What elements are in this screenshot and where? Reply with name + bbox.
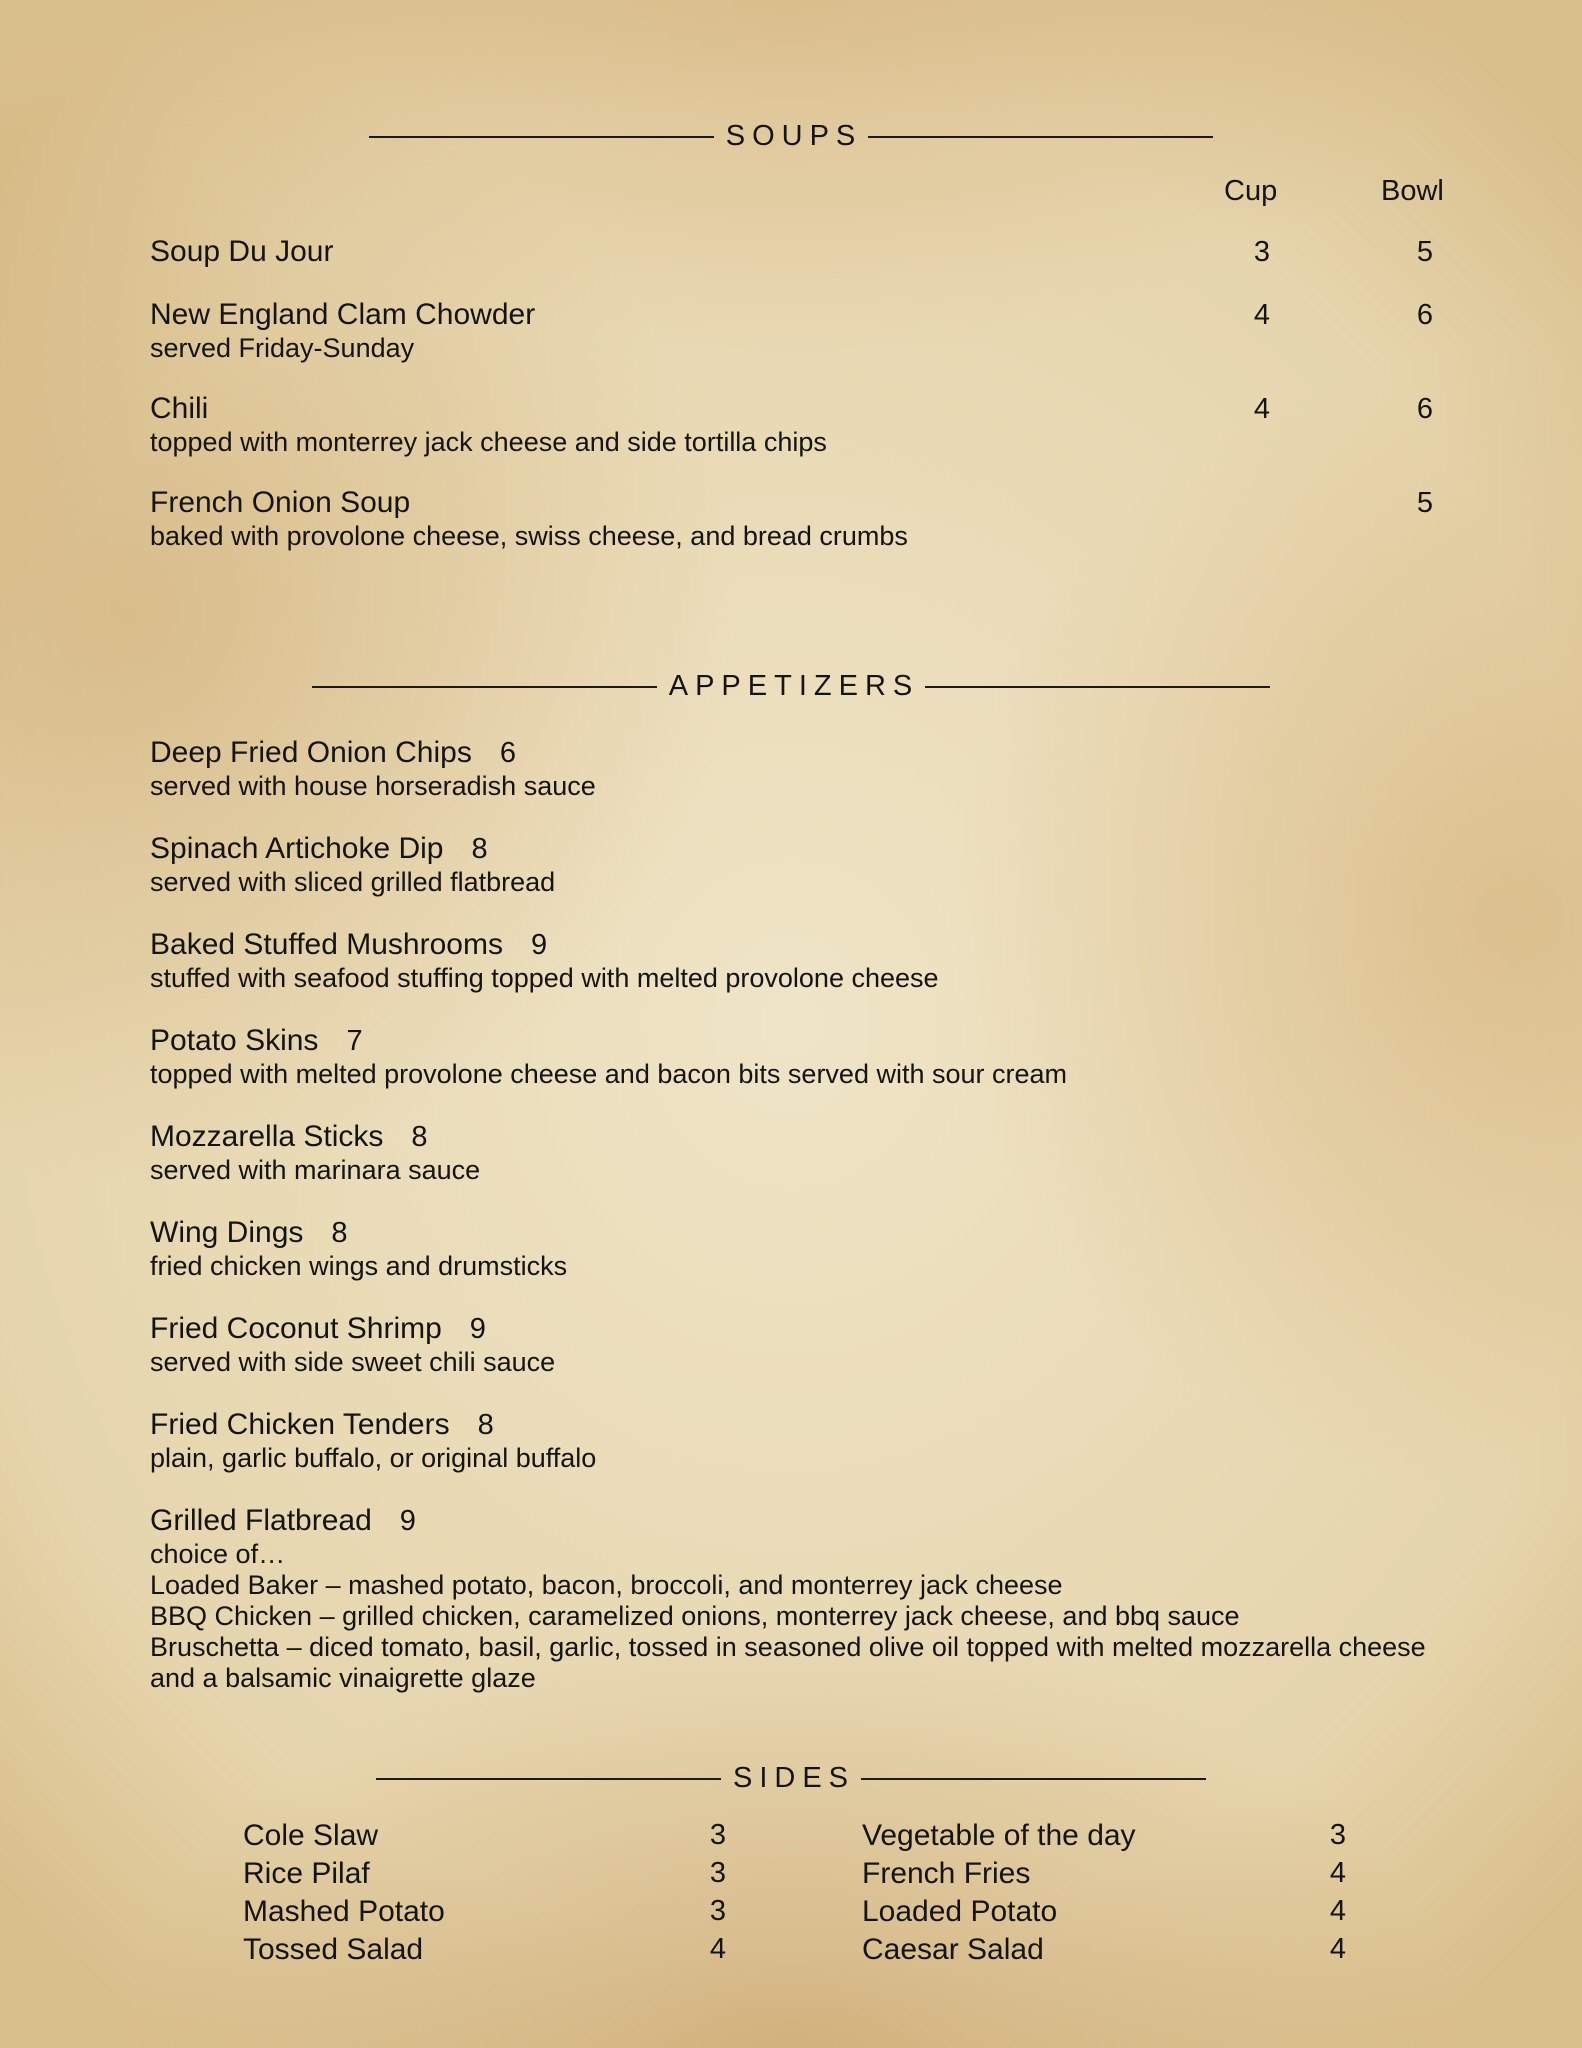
heading-rule-left <box>312 686 657 688</box>
soup-cup-price: 4 <box>1253 393 1270 425</box>
appetizer-description: choice of… <box>150 1539 286 1569</box>
side-name: Tossed Salad <box>243 1933 424 1966</box>
sides-heading-text: SIDES <box>732 1762 856 1794</box>
side-price: 4 <box>1329 1857 1346 1889</box>
appetizer-name: Fried Chicken Tenders <box>150 1408 450 1441</box>
appetizer-item <box>150 1023 1490 1090</box>
appetizer-price: 8 <box>477 1409 494 1441</box>
side-price: 4 <box>1329 1933 1346 1965</box>
side-price: 3 <box>709 1819 726 1851</box>
appetizer-price: 9 <box>399 1505 416 1537</box>
appetizer-name: Baked Stuffed Mushrooms <box>150 928 503 961</box>
appetizer-price: 8 <box>411 1121 428 1153</box>
heading-rule-right <box>861 1778 1206 1780</box>
soups-heading <box>0 122 1582 151</box>
appetizer-name: Spinach Artichoke Dip <box>150 832 444 865</box>
appetizer-description: served with marinara sauce <box>150 1155 481 1185</box>
appetizer-name: Mozzarella Sticks <box>150 1120 384 1153</box>
appetizer-item <box>150 1311 1490 1378</box>
appetizer-description: Bruschetta – diced tomato, basil, garlic, tossed in seasoned olive oil topped with melted mozzarella cheese <box>150 1632 1426 1662</box>
appetizer-name: Potato Skins <box>150 1024 319 1057</box>
appetizer-price: 7 <box>346 1025 363 1057</box>
appetizer-item <box>150 1119 1490 1186</box>
side-name: French Fries <box>862 1857 1031 1890</box>
appetizer-price: 9 <box>469 1313 486 1345</box>
appetizer-description: and a balsamic vinaigrette glaze <box>150 1663 536 1693</box>
soup-bowl-price: 5 <box>1416 236 1433 268</box>
soup-bowl-price: 5 <box>1416 487 1433 519</box>
appetizer-name: Deep Fried Onion Chips <box>150 736 472 769</box>
heading-rule-right <box>925 686 1270 688</box>
side-price: 3 <box>709 1857 726 1889</box>
side-price: 3 <box>709 1895 726 1927</box>
side-name: Cole Slaw <box>243 1819 379 1852</box>
side-price: 4 <box>1329 1895 1346 1927</box>
soup-name: New England Clam Chowder <box>150 298 536 331</box>
appetizer-name: Grilled Flatbread <box>150 1504 372 1537</box>
soup-item <box>150 391 1490 458</box>
soup-bowl-price: 6 <box>1416 299 1433 331</box>
appetizer-description: served with sliced grilled flatbread <box>150 867 556 897</box>
appetizer-price: 8 <box>471 833 488 865</box>
cup-column-header: Cup <box>1224 175 1278 207</box>
side-name: Loaded Potato <box>862 1895 1058 1928</box>
appetizer-description: stuffed with seafood stuffing topped with melted provolone cheese <box>150 963 939 993</box>
soups-heading-text: SOUPS <box>725 120 863 152</box>
side-name: Mashed Potato <box>243 1895 445 1928</box>
appetizer-description: topped with melted provolone cheese and bacon bits served with sour cream <box>150 1059 1068 1089</box>
soup-name: French Onion Soup <box>150 486 411 519</box>
appetizer-item <box>150 831 1490 898</box>
side-name: Rice Pilaf <box>243 1857 370 1890</box>
appetizer-price: 8 <box>331 1217 348 1249</box>
side-price: 4 <box>709 1933 726 1965</box>
soup-description: topped with monterrey jack cheese and side tortilla chips <box>150 427 827 457</box>
soup-cup-price: 3 <box>1253 236 1270 268</box>
soup-item <box>150 485 1490 552</box>
soup-item <box>150 297 1490 364</box>
side-price: 3 <box>1329 1819 1346 1851</box>
appetizer-price: 9 <box>530 929 548 961</box>
appetizer-item <box>150 927 1490 994</box>
soup-cup-price: 4 <box>1253 299 1270 331</box>
appetizer-description: BBQ Chicken – grilled chicken, caramelized onions, monterrey jack cheese, and bbq sauce <box>150 1601 1240 1631</box>
sides-heading <box>0 1764 1582 1793</box>
appetizer-item <box>150 1407 1490 1474</box>
appetizer-description: plain, garlic buffalo, or original buffalo <box>150 1443 597 1473</box>
appetizer-description: served with house horseradish sauce <box>150 771 596 801</box>
soup-description: served Friday-Sunday <box>150 333 415 363</box>
soup-name: Soup Du Jour <box>150 235 334 268</box>
appetizer-item <box>150 735 1490 802</box>
appetizer-item <box>150 1215 1490 1282</box>
side-name: Vegetable of the day <box>862 1819 1136 1852</box>
soup-item <box>150 234 1490 270</box>
appetizers-heading-text: APPETIZERS <box>668 670 920 702</box>
appetizer-description: Loaded Baker – mashed potato, bacon, broccoli, and monterrey jack cheese <box>150 1570 1063 1600</box>
appetizer-name: Fried Coconut Shrimp <box>150 1312 442 1345</box>
heading-rule-left <box>376 1778 721 1780</box>
soup-description: baked with provolone cheese, swiss cheese, and bread crumbs <box>150 521 908 551</box>
appetizer-price: 6 <box>499 737 516 769</box>
appetizers-heading <box>0 672 1582 701</box>
soup-name: Chili <box>150 392 209 425</box>
side-name: Caesar Salad <box>862 1933 1044 1966</box>
appetizer-name: Wing Dings <box>150 1216 304 1249</box>
bowl-column-header: Bowl <box>1381 175 1444 207</box>
heading-rule-right <box>868 136 1213 138</box>
soup-bowl-price: 6 <box>1416 393 1433 425</box>
appetizer-item <box>150 1503 1490 1694</box>
heading-rule-left <box>369 136 714 138</box>
appetizer-description: served with side sweet chili sauce <box>150 1347 556 1377</box>
appetizer-description: fried chicken wings and drumsticks <box>150 1251 568 1281</box>
